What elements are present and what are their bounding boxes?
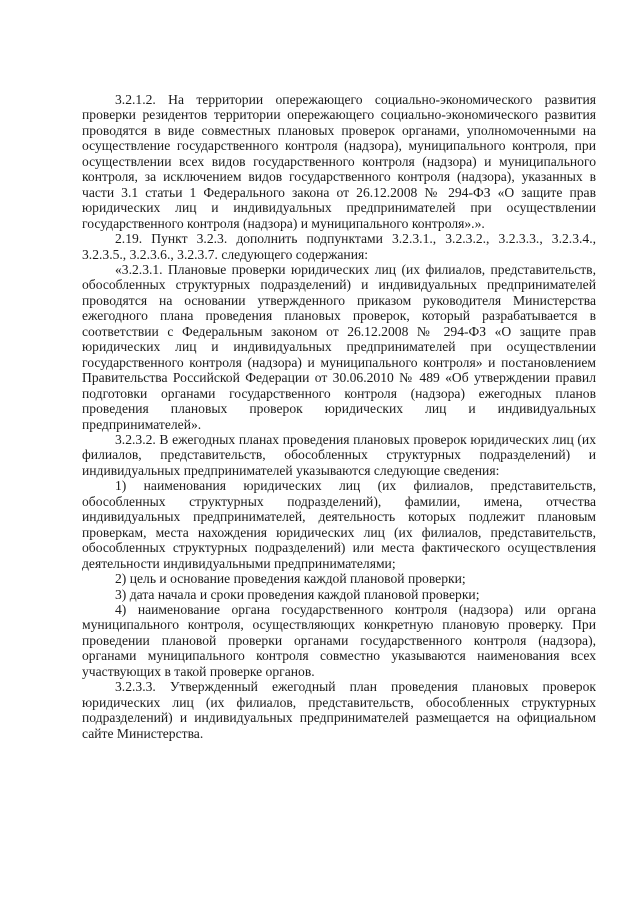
list-item-2: 2) цель и основание проведения каждой плановой проверки; (115, 571, 466, 587)
list-item-1: 1) наименования юридических лиц (их филиалов, представительств, обособленных структурных подразделений), фамилии, имена, отчества индивидуальных предпринимателей, деятельность которых подлежит плановым проверкам, места нахождения юридических лиц (их филиалов, представительств, обособленных структурных подразделений) или места фактического осуществления деятельности индивидуальными предпринимателями; (82, 478, 596, 571)
list-item-4: 4) наименование органа государственного контроля (надзора) или органа муниципального контроля, осуществляющих конкретную плановую проверку. При проведении плановой проверки органами государственного контроля (надзора), органами муниципального контроля совместно указываются наименования всех участвующих в такой проверке органов. (82, 601, 596, 679)
paragraph-3-2-3-1: «3.2.3.1. Плановые проверки юридических лиц (их филиалов, представительств, обособленных структурных подразделений) и индивидуальных предпринимателей проводятся на основании утвержденного приказом руководителя Министерства ежегодного плана проведения плановых проверок, который разрабатывается в соответствии с Федеральным законом от 26.12.2008 № 294-ФЗ «О защите прав юридических лиц и индивидуальных предпринимателей при осуществлении государственного контроля (надзора) и муниципального контроля» и постановлением Правительства Российской Федерации от 30.06.2010 № 489 «Об утверждении правил подготовки органами государственного контроля (надзора) ежегодных планов проведения плановых проверок юридических лиц и индивидуальных предпринимателей». (82, 261, 596, 432)
paragraph-3-2-3-3: 3.2.3.3. Утвержденный ежегодный план проведения плановых проверок юридических лиц (их филиалов, представительств, обособленных структурных подразделений) и индивидуальных предпринимателей размещается на официальном сайте Министерства. (82, 679, 596, 741)
document-page (82, 92, 596, 741)
paragraph-3-2-3-2: 3.2.3.2. В ежегодных планах проведения плановых проверок юридических лиц (их филиалов, представительств, обособленных структурных подразделений) и индивидуальных предпринимателей указываются следующие сведения: (82, 431, 596, 478)
paragraph-2-19: 2.19. Пункт 3.2.3. дополнить подпунктами 3.2.3.1., 3.2.3.2., 3.2.3.3., 3.2.3.4., 3.2.3.5., 3.2.3.6., 3.2.3.7. следующего содержания: (82, 231, 596, 262)
paragraph-3-2-1-2: 3.2.1.2. На территории опережающего социально-экономического развития проверки резидентов территории опережающего социально-экономического развития проводятся в виде совместных плановых проверок органами, уполномоченными на осуществление государственного контроля (надзора), муниципального контроля, при осуществлении всех видов государственного контроля (надзора) и муниципального контроля, за исключением видов государственного контроля (надзора), указанных в части 3.1 статьи 1 Федерального закона от 26.12.2008 № 294-ФЗ «О защите прав юридических лиц и индивидуальных предпринимателей при осуществлении государственного контроля (надзора) и муниципального контроля».». (82, 92, 596, 231)
list-item-3: 3) дата начала и сроки проведения каждой плановой проверки; (115, 586, 480, 602)
